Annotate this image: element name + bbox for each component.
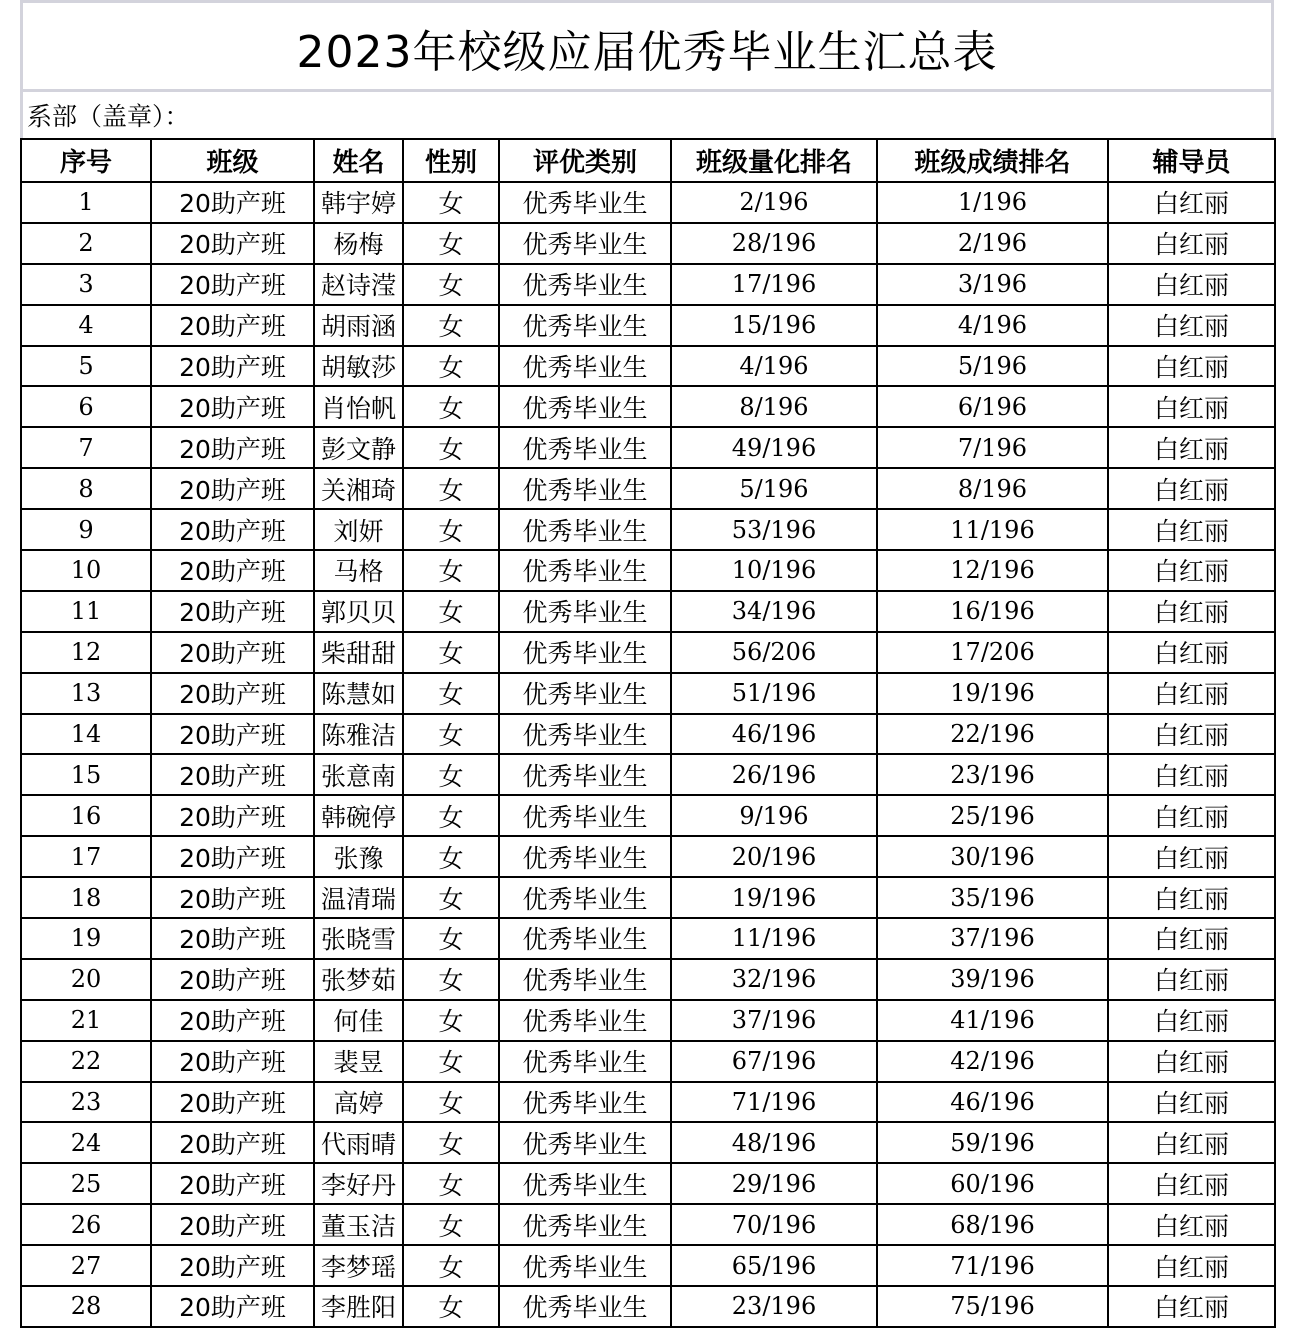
- cell-class: 20助产班: [151, 591, 314, 632]
- cell-class: 20助产班: [151, 1041, 314, 1082]
- table-row: [21, 509, 1275, 550]
- cell-index: 6: [21, 386, 151, 427]
- cell-index: 19: [21, 918, 151, 959]
- cell-counselor: 白红丽: [1108, 836, 1275, 877]
- cell-award-category: 优秀毕业生: [499, 632, 671, 673]
- table-row: [21, 836, 1275, 877]
- cell-index: 20: [21, 959, 151, 1000]
- cell-conduct-rank: 65/196: [671, 1245, 877, 1286]
- cell-gender: 女: [403, 386, 499, 427]
- cell-class: 20助产班: [151, 918, 314, 959]
- cell-name: 张梦茹: [314, 959, 403, 1000]
- cell-index: 5: [21, 346, 151, 387]
- cell-index: 21: [21, 1000, 151, 1041]
- cell-class: 20助产班: [151, 959, 314, 1000]
- cell-award-category: 优秀毕业生: [499, 550, 671, 591]
- cell-class: 20助产班: [151, 673, 314, 714]
- cell-conduct-rank: 5/196: [671, 468, 877, 509]
- table-row: [21, 223, 1275, 264]
- cell-counselor: 白红丽: [1108, 795, 1275, 836]
- cell-class: 20助产班: [151, 1122, 314, 1163]
- cell-counselor: 白红丽: [1108, 1082, 1275, 1123]
- table-row: [21, 305, 1275, 346]
- table-row: [21, 182, 1275, 223]
- cell-award-category: 优秀毕业生: [499, 918, 671, 959]
- cell-award-category: 优秀毕业生: [499, 1122, 671, 1163]
- cell-class: 20助产班: [151, 223, 314, 264]
- cell-grade-rank: 23/196: [877, 754, 1108, 795]
- cell-grade-rank: 35/196: [877, 877, 1108, 918]
- cell-grade-rank: 6/196: [877, 386, 1108, 427]
- cell-award-category: 优秀毕业生: [499, 1286, 671, 1327]
- cell-name: 温清瑞: [314, 877, 403, 918]
- header-gender: 性别: [403, 139, 499, 182]
- cell-award-category: 优秀毕业生: [499, 795, 671, 836]
- cell-gender: 女: [403, 305, 499, 346]
- cell-award-category: 优秀毕业生: [499, 959, 671, 1000]
- cell-class: 20助产班: [151, 795, 314, 836]
- cell-conduct-rank: 17/196: [671, 264, 877, 305]
- table-row: [21, 673, 1275, 714]
- cell-index: 27: [21, 1245, 151, 1286]
- cell-name: 李梦瑶: [314, 1245, 403, 1286]
- cell-award-category: 优秀毕业生: [499, 1041, 671, 1082]
- cell-name: 刘妍: [314, 509, 403, 550]
- table-row: [21, 427, 1275, 468]
- cell-gender: 女: [403, 754, 499, 795]
- cell-name: 董玉洁: [314, 1204, 403, 1245]
- cell-award-category: 优秀毕业生: [499, 714, 671, 755]
- cell-name: 张意南: [314, 754, 403, 795]
- cell-conduct-rank: 11/196: [671, 918, 877, 959]
- table-row: [21, 550, 1275, 591]
- cell-index: 2: [21, 223, 151, 264]
- cell-name: 杨梅: [314, 223, 403, 264]
- cell-counselor: 白红丽: [1108, 550, 1275, 591]
- cell-class: 20助产班: [151, 509, 314, 550]
- cell-name: 肖怡帆: [314, 386, 403, 427]
- header-class: 班级: [151, 139, 314, 182]
- cell-grade-rank: 12/196: [877, 550, 1108, 591]
- cell-conduct-rank: 56/206: [671, 632, 877, 673]
- table-row: [21, 591, 1275, 632]
- table-row: [21, 1000, 1275, 1041]
- cell-counselor: 白红丽: [1108, 223, 1275, 264]
- cell-counselor: 白红丽: [1108, 1041, 1275, 1082]
- cell-conduct-rank: 67/196: [671, 1041, 877, 1082]
- table-header-row: [21, 139, 1275, 182]
- header-conduct-rank: 班级量化排名: [671, 139, 877, 182]
- cell-gender: 女: [403, 795, 499, 836]
- cell-index: 24: [21, 1122, 151, 1163]
- cell-index: 23: [21, 1082, 151, 1123]
- cell-class: 20助产班: [151, 632, 314, 673]
- table-row: [21, 468, 1275, 509]
- cell-index: 16: [21, 795, 151, 836]
- cell-award-category: 优秀毕业生: [499, 427, 671, 468]
- cell-gender: 女: [403, 714, 499, 755]
- cell-award-category: 优秀毕业生: [499, 1163, 671, 1204]
- cell-grade-rank: 1/196: [877, 182, 1108, 223]
- cell-class: 20助产班: [151, 1286, 314, 1327]
- cell-counselor: 白红丽: [1108, 1286, 1275, 1327]
- cell-name: 裴昱: [314, 1041, 403, 1082]
- cell-counselor: 白红丽: [1108, 632, 1275, 673]
- table-row: [21, 795, 1275, 836]
- cell-award-category: 优秀毕业生: [499, 877, 671, 918]
- cell-award-category: 优秀毕业生: [499, 346, 671, 387]
- cell-gender: 女: [403, 1245, 499, 1286]
- cell-grade-rank: 19/196: [877, 673, 1108, 714]
- cell-conduct-rank: 8/196: [671, 386, 877, 427]
- cell-name: 陈慧如: [314, 673, 403, 714]
- cell-award-category: 优秀毕业生: [499, 1000, 671, 1041]
- cell-award-category: 优秀毕业生: [499, 673, 671, 714]
- table-row: [21, 1122, 1275, 1163]
- cell-counselor: 白红丽: [1108, 468, 1275, 509]
- cell-conduct-rank: 2/196: [671, 182, 877, 223]
- cell-counselor: 白红丽: [1108, 754, 1275, 795]
- cell-name: 代雨晴: [314, 1122, 403, 1163]
- cell-name: 何佳: [314, 1000, 403, 1041]
- cell-counselor: 白红丽: [1108, 918, 1275, 959]
- title-row: [20, 0, 1274, 92]
- cell-name: 张豫: [314, 836, 403, 877]
- department-label: 系部（盖章）：: [27, 102, 190, 131]
- cell-index: 22: [21, 1041, 151, 1082]
- cell-index: 26: [21, 1204, 151, 1245]
- cell-conduct-rank: 29/196: [671, 1163, 877, 1204]
- cell-index: 17: [21, 836, 151, 877]
- cell-name: 胡雨涵: [314, 305, 403, 346]
- cell-counselor: 白红丽: [1108, 591, 1275, 632]
- cell-counselor: 白红丽: [1108, 1000, 1275, 1041]
- cell-class: 20助产班: [151, 182, 314, 223]
- cell-counselor: 白红丽: [1108, 264, 1275, 305]
- cell-class: 20助产班: [151, 346, 314, 387]
- summary-sheet: [20, 0, 1274, 1328]
- header-award-category: 评优类别: [499, 139, 671, 182]
- cell-grade-rank: 2/196: [877, 223, 1108, 264]
- cell-grade-rank: 16/196: [877, 591, 1108, 632]
- cell-conduct-rank: 51/196: [671, 673, 877, 714]
- cell-counselor: 白红丽: [1108, 1245, 1275, 1286]
- cell-counselor: 白红丽: [1108, 305, 1275, 346]
- cell-conduct-rank: 23/196: [671, 1286, 877, 1327]
- cell-class: 20助产班: [151, 1204, 314, 1245]
- cell-award-category: 优秀毕业生: [499, 1245, 671, 1286]
- cell-conduct-rank: 71/196: [671, 1082, 877, 1123]
- cell-index: 11: [21, 591, 151, 632]
- cell-conduct-rank: 37/196: [671, 1000, 877, 1041]
- cell-index: 12: [21, 632, 151, 673]
- table-row: [21, 1286, 1275, 1327]
- cell-name: 韩碗停: [314, 795, 403, 836]
- cell-gender: 女: [403, 836, 499, 877]
- cell-grade-rank: 7/196: [877, 427, 1108, 468]
- cell-conduct-rank: 26/196: [671, 754, 877, 795]
- cell-conduct-rank: 48/196: [671, 1122, 877, 1163]
- cell-counselor: 白红丽: [1108, 346, 1275, 387]
- cell-grade-rank: 39/196: [877, 959, 1108, 1000]
- page-title: 2023年校级应届优秀毕业生汇总表: [296, 27, 998, 78]
- cell-counselor: 白红丽: [1108, 427, 1275, 468]
- cell-gender: 女: [403, 346, 499, 387]
- table-row: [21, 632, 1275, 673]
- cell-index: 28: [21, 1286, 151, 1327]
- cell-grade-rank: 59/196: [877, 1122, 1108, 1163]
- cell-grade-rank: 5/196: [877, 346, 1108, 387]
- cell-index: 8: [21, 468, 151, 509]
- cell-award-category: 优秀毕业生: [499, 509, 671, 550]
- cell-class: 20助产班: [151, 1082, 314, 1123]
- table-row: [21, 346, 1275, 387]
- cell-conduct-rank: 9/196: [671, 795, 877, 836]
- table-row: [21, 714, 1275, 755]
- cell-index: 18: [21, 877, 151, 918]
- cell-grade-rank: 22/196: [877, 714, 1108, 755]
- cell-award-category: 优秀毕业生: [499, 836, 671, 877]
- cell-gender: 女: [403, 959, 499, 1000]
- cell-counselor: 白红丽: [1108, 714, 1275, 755]
- cell-class: 20助产班: [151, 714, 314, 755]
- cell-conduct-rank: 32/196: [671, 959, 877, 1000]
- cell-counselor: 白红丽: [1108, 1204, 1275, 1245]
- cell-grade-rank: 4/196: [877, 305, 1108, 346]
- table-row: [21, 1204, 1275, 1245]
- cell-name: 陈雅洁: [314, 714, 403, 755]
- cell-award-category: 优秀毕业生: [499, 305, 671, 346]
- cell-grade-rank: 30/196: [877, 836, 1108, 877]
- cell-counselor: 白红丽: [1108, 877, 1275, 918]
- cell-award-category: 优秀毕业生: [499, 223, 671, 264]
- cell-gender: 女: [403, 264, 499, 305]
- cell-counselor: 白红丽: [1108, 959, 1275, 1000]
- cell-gender: 女: [403, 182, 499, 223]
- cell-award-category: 优秀毕业生: [499, 468, 671, 509]
- header-index: 序号: [21, 139, 151, 182]
- header-grade-rank: 班级成绩排名: [877, 139, 1108, 182]
- cell-grade-rank: 37/196: [877, 918, 1108, 959]
- table-row: [21, 754, 1275, 795]
- cell-counselor: 白红丽: [1108, 673, 1275, 714]
- cell-award-category: 优秀毕业生: [499, 1082, 671, 1123]
- cell-award-category: 优秀毕业生: [499, 754, 671, 795]
- cell-name: 柴甜甜: [314, 632, 403, 673]
- cell-class: 20助产班: [151, 264, 314, 305]
- cell-gender: 女: [403, 918, 499, 959]
- cell-gender: 女: [403, 427, 499, 468]
- cell-name: 韩宇婷: [314, 182, 403, 223]
- cell-conduct-rank: 10/196: [671, 550, 877, 591]
- table-row: [21, 264, 1275, 305]
- cell-grade-rank: 71/196: [877, 1245, 1108, 1286]
- cell-index: 15: [21, 754, 151, 795]
- cell-award-category: 优秀毕业生: [499, 386, 671, 427]
- cell-grade-rank: 3/196: [877, 264, 1108, 305]
- cell-name: 张晓雪: [314, 918, 403, 959]
- table-row: [21, 1245, 1275, 1286]
- cell-index: 25: [21, 1163, 151, 1204]
- cell-index: 7: [21, 427, 151, 468]
- cell-gender: 女: [403, 1082, 499, 1123]
- table-row: [21, 877, 1275, 918]
- cell-grade-rank: 8/196: [877, 468, 1108, 509]
- cell-name: 赵诗滢: [314, 264, 403, 305]
- cell-gender: 女: [403, 591, 499, 632]
- cell-grade-rank: 46/196: [877, 1082, 1108, 1123]
- cell-grade-rank: 41/196: [877, 1000, 1108, 1041]
- cell-class: 20助产班: [151, 754, 314, 795]
- cell-gender: 女: [403, 509, 499, 550]
- cell-gender: 女: [403, 1041, 499, 1082]
- cell-class: 20助产班: [151, 305, 314, 346]
- header-counselor: 辅导员: [1108, 139, 1275, 182]
- cell-class: 20助产班: [151, 1163, 314, 1204]
- cell-index: 1: [21, 182, 151, 223]
- department-row: [20, 92, 1274, 138]
- cell-conduct-rank: 34/196: [671, 591, 877, 632]
- cell-name: 高婷: [314, 1082, 403, 1123]
- cell-grade-rank: 75/196: [877, 1286, 1108, 1327]
- cell-conduct-rank: 49/196: [671, 427, 877, 468]
- cell-gender: 女: [403, 1000, 499, 1041]
- cell-conduct-rank: 46/196: [671, 714, 877, 755]
- cell-class: 20助产班: [151, 427, 314, 468]
- cell-grade-rank: 60/196: [877, 1163, 1108, 1204]
- cell-counselor: 白红丽: [1108, 182, 1275, 223]
- cell-grade-rank: 11/196: [877, 509, 1108, 550]
- cell-award-category: 优秀毕业生: [499, 1204, 671, 1245]
- table-row: [21, 918, 1275, 959]
- cell-gender: 女: [403, 632, 499, 673]
- cell-name: 郭贝贝: [314, 591, 403, 632]
- cell-gender: 女: [403, 1204, 499, 1245]
- cell-class: 20助产班: [151, 836, 314, 877]
- cell-class: 20助产班: [151, 877, 314, 918]
- cell-name: 李胜阳: [314, 1286, 403, 1327]
- cell-index: 14: [21, 714, 151, 755]
- cell-name: 关湘琦: [314, 468, 403, 509]
- cell-conduct-rank: 28/196: [671, 223, 877, 264]
- cell-index: 9: [21, 509, 151, 550]
- cell-class: 20助产班: [151, 468, 314, 509]
- cell-counselor: 白红丽: [1108, 386, 1275, 427]
- cell-name: 李好丹: [314, 1163, 403, 1204]
- cell-gender: 女: [403, 468, 499, 509]
- cell-conduct-rank: 70/196: [671, 1204, 877, 1245]
- cell-counselor: 白红丽: [1108, 509, 1275, 550]
- cell-index: 4: [21, 305, 151, 346]
- cell-gender: 女: [403, 1163, 499, 1204]
- cell-index: 3: [21, 264, 151, 305]
- cell-gender: 女: [403, 1286, 499, 1327]
- table-row: [21, 1082, 1275, 1123]
- cell-award-category: 优秀毕业生: [499, 182, 671, 223]
- cell-name: 胡敏莎: [314, 346, 403, 387]
- graduates-table: [20, 138, 1276, 1328]
- header-name: 姓名: [314, 139, 403, 182]
- table-row: [21, 959, 1275, 1000]
- table-row: [21, 1163, 1275, 1204]
- cell-grade-rank: 68/196: [877, 1204, 1108, 1245]
- cell-conduct-rank: 4/196: [671, 346, 877, 387]
- cell-grade-rank: 17/206: [877, 632, 1108, 673]
- cell-gender: 女: [403, 550, 499, 591]
- table-row: [21, 1041, 1275, 1082]
- cell-conduct-rank: 53/196: [671, 509, 877, 550]
- table-body: [21, 182, 1275, 1327]
- cell-award-category: 优秀毕业生: [499, 264, 671, 305]
- cell-name: 彭文静: [314, 427, 403, 468]
- cell-conduct-rank: 19/196: [671, 877, 877, 918]
- cell-counselor: 白红丽: [1108, 1163, 1275, 1204]
- cell-class: 20助产班: [151, 550, 314, 591]
- cell-index: 10: [21, 550, 151, 591]
- cell-gender: 女: [403, 1122, 499, 1163]
- cell-counselor: 白红丽: [1108, 1122, 1275, 1163]
- cell-conduct-rank: 20/196: [671, 836, 877, 877]
- cell-grade-rank: 42/196: [877, 1041, 1108, 1082]
- cell-class: 20助产班: [151, 1000, 314, 1041]
- table-row: [21, 386, 1275, 427]
- cell-class: 20助产班: [151, 386, 314, 427]
- cell-grade-rank: 25/196: [877, 795, 1108, 836]
- cell-gender: 女: [403, 673, 499, 714]
- cell-class: 20助产班: [151, 1245, 314, 1286]
- cell-gender: 女: [403, 877, 499, 918]
- cell-name: 马格: [314, 550, 403, 591]
- cell-award-category: 优秀毕业生: [499, 591, 671, 632]
- cell-index: 13: [21, 673, 151, 714]
- cell-conduct-rank: 15/196: [671, 305, 877, 346]
- cell-gender: 女: [403, 223, 499, 264]
